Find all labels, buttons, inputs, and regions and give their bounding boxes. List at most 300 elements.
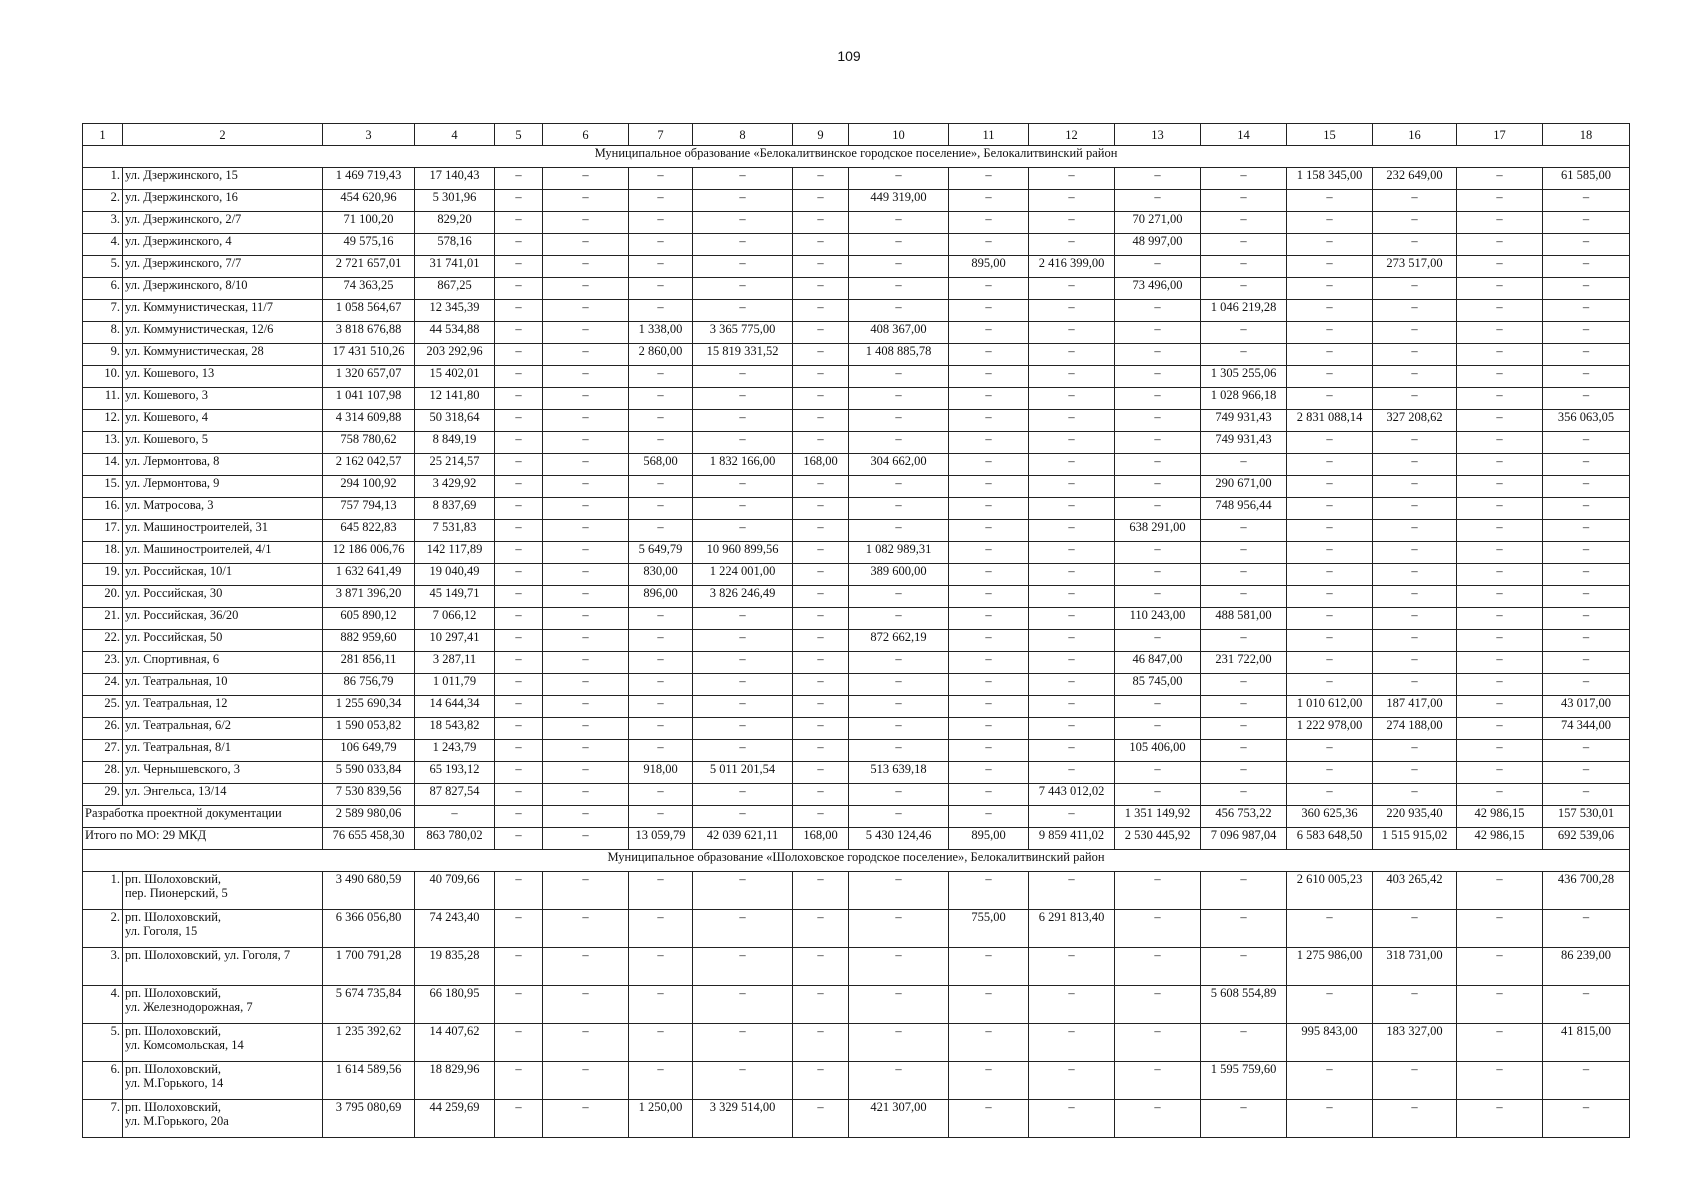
cell-col-13: 110 243,00 (1115, 608, 1201, 630)
cell-col-15: 1 010 612,00 (1287, 696, 1373, 718)
row-number: 11. (83, 388, 123, 410)
row-number: 4. (83, 986, 123, 1024)
cell-col-18: 43 017,00 (1543, 696, 1630, 718)
cell-col-9: – (793, 784, 849, 806)
row-number: 5. (83, 256, 123, 278)
cell-col-4: 142 117,89 (415, 542, 495, 564)
cell-col-16: 1 515 915,02 (1373, 828, 1457, 850)
register-table-body (83, 124, 1630, 1138)
cell-col-3: 605 890,12 (323, 608, 415, 630)
cell-col-4: 8 849,19 (415, 432, 495, 454)
cell-col-5: – (495, 696, 543, 718)
cell-col-10: – (849, 1062, 949, 1100)
cell-col-9: – (793, 1062, 849, 1100)
cell-col-9: – (793, 948, 849, 986)
cell-col-18: – (1543, 630, 1630, 652)
cell-col-17: – (1457, 586, 1543, 608)
cell-col-5: – (495, 784, 543, 806)
cell-col-14: – (1201, 212, 1287, 234)
cell-col-10: – (849, 168, 949, 190)
cell-col-15: – (1287, 986, 1373, 1024)
cell-col-17: – (1457, 1062, 1543, 1100)
cell-col-12: – (1029, 564, 1115, 586)
column-header-10: 10 (849, 124, 949, 146)
cell-col-10: – (849, 1024, 949, 1062)
cell-col-3: 454 620,96 (323, 190, 415, 212)
cell-col-17: – (1457, 910, 1543, 948)
cell-col-3: 71 100,20 (323, 212, 415, 234)
table-row (83, 498, 1630, 520)
address-line-2: пер. Пионерский, 5 (125, 886, 228, 900)
cell-col-10: 5 430 124,46 (849, 828, 949, 850)
cell-col-9: – (793, 608, 849, 630)
cell-col-15: – (1287, 1062, 1373, 1100)
cell-col-7: – (629, 1024, 693, 1062)
section-title: Муниципальное образование «Белокалитвинское городское поселение», Белокалитвинский район (83, 146, 1630, 168)
cell-col-9: – (793, 630, 849, 652)
cell-col-6: – (543, 498, 629, 520)
cell-col-13: – (1115, 1100, 1201, 1138)
cell-col-13: 1 351 149,92 (1115, 806, 1201, 828)
address-cell: ул. Машиностроителей, 4/1 (123, 542, 323, 564)
cell-col-3: 12 186 006,76 (323, 542, 415, 564)
cell-col-4: 8 837,69 (415, 498, 495, 520)
cell-col-18: – (1543, 366, 1630, 388)
cell-col-10: 389 600,00 (849, 564, 949, 586)
cell-col-7: – (629, 608, 693, 630)
address-cell: ул. Театральная, 6/2 (123, 718, 323, 740)
cell-col-12: – (1029, 542, 1115, 564)
cell-col-4: 19 040,49 (415, 564, 495, 586)
cell-col-18: – (1543, 388, 1630, 410)
address-cell (123, 1100, 323, 1138)
cell-col-17: – (1457, 986, 1543, 1024)
address-line-1: рп. Шолоховский, (125, 1062, 222, 1076)
cell-col-6: – (543, 410, 629, 432)
column-header-14: 14 (1201, 124, 1287, 146)
cell-col-4: 14 407,62 (415, 1024, 495, 1062)
cell-col-5: – (495, 674, 543, 696)
cell-col-17: – (1457, 410, 1543, 432)
cell-col-7: – (629, 718, 693, 740)
cell-col-18: 74 344,00 (1543, 718, 1630, 740)
cell-col-11: – (949, 454, 1029, 476)
cell-col-12: – (1029, 674, 1115, 696)
table-row (83, 542, 1630, 564)
cell-col-11: – (949, 986, 1029, 1024)
cell-col-15: 2 831 088,14 (1287, 410, 1373, 432)
cell-col-15: – (1287, 344, 1373, 366)
cell-col-16: – (1373, 740, 1457, 762)
cell-col-8: – (693, 366, 793, 388)
cell-col-12: – (1029, 762, 1115, 784)
cell-col-7: – (629, 986, 693, 1024)
cell-col-11: 895,00 (949, 828, 1029, 850)
address-cell: ул. Лермонтова, 9 (123, 476, 323, 498)
cell-col-4: 578,16 (415, 234, 495, 256)
cell-col-16: 273 517,00 (1373, 256, 1457, 278)
cell-col-17: – (1457, 1024, 1543, 1062)
column-number-row (83, 124, 1630, 146)
cell-col-17: – (1457, 278, 1543, 300)
cell-col-5: – (495, 278, 543, 300)
cell-col-6: – (543, 1100, 629, 1138)
cell-col-18: – (1543, 190, 1630, 212)
cell-col-8: – (693, 476, 793, 498)
row-number: 13. (83, 432, 123, 454)
address-cell: ул. Матросова, 3 (123, 498, 323, 520)
cell-col-11: – (949, 322, 1029, 344)
address-line-2: ул. М.Горького, 14 (125, 1076, 224, 1090)
row-number: 6. (83, 278, 123, 300)
cell-col-4: 14 644,34 (415, 696, 495, 718)
cell-col-3: 1 614 589,56 (323, 1062, 415, 1100)
cell-col-16: – (1373, 652, 1457, 674)
column-header-5: 5 (495, 124, 543, 146)
cell-col-10: 513 639,18 (849, 762, 949, 784)
address-cell: ул. Спортивная, 6 (123, 652, 323, 674)
cell-col-5: – (495, 168, 543, 190)
table-row (83, 454, 1630, 476)
row-number: 16. (83, 498, 123, 520)
cell-col-13: – (1115, 718, 1201, 740)
cell-col-7: – (629, 1062, 693, 1100)
row-number: 22. (83, 630, 123, 652)
cell-col-13: – (1115, 948, 1201, 986)
cell-col-10: – (849, 586, 949, 608)
cell-col-9: – (793, 344, 849, 366)
cell-col-16: – (1373, 388, 1457, 410)
column-header-8: 8 (693, 124, 793, 146)
cell-col-16: – (1373, 910, 1457, 948)
cell-col-17: 42 986,15 (1457, 806, 1543, 828)
cell-col-13: – (1115, 256, 1201, 278)
cell-col-11: – (949, 498, 1029, 520)
cell-col-15: – (1287, 278, 1373, 300)
cell-col-18: 41 815,00 (1543, 1024, 1630, 1062)
cell-col-3: 758 780,62 (323, 432, 415, 454)
cell-col-8: – (693, 1024, 793, 1062)
address-cell: ул. Лермонтова, 8 (123, 454, 323, 476)
cell-col-11: – (949, 278, 1029, 300)
table-row (83, 234, 1630, 256)
cell-col-15: – (1287, 520, 1373, 542)
cell-col-3: 1 590 053,82 (323, 718, 415, 740)
cell-col-14: – (1201, 910, 1287, 948)
column-header-4: 4 (415, 124, 495, 146)
cell-col-10: – (849, 674, 949, 696)
cell-col-11: – (949, 564, 1029, 586)
cell-col-15: – (1287, 762, 1373, 784)
cell-col-8: – (693, 652, 793, 674)
cell-col-12: – (1029, 520, 1115, 542)
cell-col-9: – (793, 388, 849, 410)
cell-col-6: – (543, 762, 629, 784)
cell-col-14: – (1201, 872, 1287, 910)
address-line-2: ул. Комсомольская, 14 (125, 1038, 244, 1052)
cell-col-13: – (1115, 872, 1201, 910)
cell-col-17: – (1457, 652, 1543, 674)
row-number: 24. (83, 674, 123, 696)
cell-col-13: 73 496,00 (1115, 278, 1201, 300)
address-cell: ул. Дзержинского, 15 (123, 168, 323, 190)
address-cell: ул. Российская, 50 (123, 630, 323, 652)
cell-col-11: – (949, 168, 1029, 190)
cell-col-16: – (1373, 344, 1457, 366)
cell-col-13: – (1115, 696, 1201, 718)
address-cell: ул. Коммунистическая, 11/7 (123, 300, 323, 322)
cell-col-17: – (1457, 476, 1543, 498)
address-cell: ул. Театральная, 12 (123, 696, 323, 718)
cell-col-5: – (495, 542, 543, 564)
row-number: 28. (83, 762, 123, 784)
cell-col-5: – (495, 872, 543, 910)
row-number: 6. (83, 1062, 123, 1100)
cell-col-7: 5 649,79 (629, 542, 693, 564)
cell-col-10: 872 662,19 (849, 630, 949, 652)
cell-col-5: – (495, 410, 543, 432)
cell-col-8: – (693, 212, 793, 234)
cell-col-5: – (495, 300, 543, 322)
column-header-2: 2 (123, 124, 323, 146)
column-header-6: 6 (543, 124, 629, 146)
address-line-1: рп. Шолоховский, (125, 872, 222, 886)
cell-col-7: – (629, 234, 693, 256)
cell-col-6: – (543, 388, 629, 410)
table-row (83, 1062, 1630, 1100)
cell-col-6: – (543, 300, 629, 322)
cell-col-12: – (1029, 278, 1115, 300)
cell-col-9: – (793, 366, 849, 388)
cell-col-6: – (543, 564, 629, 586)
table-row (83, 476, 1630, 498)
cell-col-12: – (1029, 388, 1115, 410)
column-header-3: 3 (323, 124, 415, 146)
cell-col-5: – (495, 740, 543, 762)
table-row (83, 256, 1630, 278)
cell-col-7: – (629, 784, 693, 806)
address-cell: ул. Кошевого, 13 (123, 366, 323, 388)
address-cell: ул. Коммунистическая, 12/6 (123, 322, 323, 344)
cell-col-11: – (949, 1062, 1029, 1100)
cell-col-15: – (1287, 300, 1373, 322)
cell-col-9: – (793, 718, 849, 740)
cell-col-9: – (793, 410, 849, 432)
cell-col-14: 749 931,43 (1201, 432, 1287, 454)
column-header-13: 13 (1115, 124, 1201, 146)
table-row (83, 168, 1630, 190)
cell-col-13: – (1115, 986, 1201, 1024)
row-number: 17. (83, 520, 123, 542)
cell-col-10: – (849, 718, 949, 740)
cell-col-10: – (849, 740, 949, 762)
cell-col-7: – (629, 278, 693, 300)
cell-col-15: – (1287, 256, 1373, 278)
cell-col-12: 2 416 399,00 (1029, 256, 1115, 278)
row-number: 1. (83, 872, 123, 910)
cell-col-18: – (1543, 498, 1630, 520)
cell-col-14: – (1201, 454, 1287, 476)
address-cell: ул. Театральная, 8/1 (123, 740, 323, 762)
summary-label: Итого по МО: 29 МКД (83, 828, 323, 850)
cell-col-12: – (1029, 366, 1115, 388)
cell-col-16: 327 208,62 (1373, 410, 1457, 432)
cell-col-5: – (495, 1024, 543, 1062)
cell-col-16: – (1373, 212, 1457, 234)
cell-col-15: – (1287, 564, 1373, 586)
cell-col-11: – (949, 542, 1029, 564)
cell-col-12: – (1029, 1024, 1115, 1062)
cell-col-12: – (1029, 740, 1115, 762)
address-line-1: рп. Шолоховский, (125, 910, 222, 924)
cell-col-4: 17 140,43 (415, 168, 495, 190)
cell-col-16: – (1373, 762, 1457, 784)
cell-col-9: – (793, 1024, 849, 1062)
cell-col-6: – (543, 1024, 629, 1062)
cell-col-12: – (1029, 300, 1115, 322)
cell-col-10: 449 319,00 (849, 190, 949, 212)
cell-col-7: – (629, 740, 693, 762)
cell-col-15: – (1287, 454, 1373, 476)
table-row (83, 278, 1630, 300)
cell-col-16: 274 188,00 (1373, 718, 1457, 740)
address-line-1: рп. Шолоховский, (125, 1024, 222, 1038)
cell-col-18: – (1543, 432, 1630, 454)
cell-col-14: – (1201, 256, 1287, 278)
cell-col-4: 50 318,64 (415, 410, 495, 432)
cell-col-6: – (543, 608, 629, 630)
cell-col-17: – (1457, 300, 1543, 322)
cell-col-11: – (949, 586, 1029, 608)
address-cell: ул. Дзержинского, 16 (123, 190, 323, 212)
cell-col-14: – (1201, 322, 1287, 344)
cell-col-17: – (1457, 498, 1543, 520)
address-line-2: ул. Железнодорожная, 7 (125, 1000, 253, 1014)
cell-col-17: – (1457, 762, 1543, 784)
cell-col-15: 1 158 345,00 (1287, 168, 1373, 190)
cell-col-3: 1 320 657,07 (323, 366, 415, 388)
cell-col-18: – (1543, 652, 1630, 674)
cell-col-15: – (1287, 322, 1373, 344)
cell-col-4: 31 741,01 (415, 256, 495, 278)
cell-col-4: 74 243,40 (415, 910, 495, 948)
cell-col-14: – (1201, 784, 1287, 806)
cell-col-12: – (1029, 454, 1115, 476)
address-cell: ул. Российская, 36/20 (123, 608, 323, 630)
cell-col-16: – (1373, 278, 1457, 300)
cell-col-12: – (1029, 168, 1115, 190)
cell-col-15: 2 610 005,23 (1287, 872, 1373, 910)
cell-col-13: – (1115, 564, 1201, 586)
cell-col-14: 748 956,44 (1201, 498, 1287, 520)
cell-col-3: 7 530 839,56 (323, 784, 415, 806)
cell-col-13: – (1115, 322, 1201, 344)
cell-col-8: – (693, 388, 793, 410)
cell-col-13: – (1115, 498, 1201, 520)
cell-col-6: – (543, 828, 629, 850)
cell-col-16: – (1373, 300, 1457, 322)
cell-col-12: – (1029, 652, 1115, 674)
address-line-1: рп. Шолоховский, ул. Гоголя, 7 (125, 948, 291, 962)
cell-col-3: 76 655 458,30 (323, 828, 415, 850)
row-number: 25. (83, 696, 123, 718)
row-number: 7. (83, 1100, 123, 1138)
column-header-17: 17 (1457, 124, 1543, 146)
cell-col-7: – (629, 432, 693, 454)
cell-col-14: 488 581,00 (1201, 608, 1287, 630)
cell-col-15: – (1287, 432, 1373, 454)
cell-col-18: – (1543, 234, 1630, 256)
cell-col-12: – (1029, 806, 1115, 828)
cell-col-3: 106 649,79 (323, 740, 415, 762)
cell-col-18: – (1543, 300, 1630, 322)
address-cell: ул. Театральная, 10 (123, 674, 323, 696)
cell-col-3: 1 632 641,49 (323, 564, 415, 586)
cell-col-7: 2 860,00 (629, 344, 693, 366)
cell-col-18: – (1543, 674, 1630, 696)
cell-col-18: – (1543, 520, 1630, 542)
cell-col-18: – (1543, 542, 1630, 564)
row-number: 15. (83, 476, 123, 498)
cell-col-11: – (949, 410, 1029, 432)
cell-col-3: 2 721 657,01 (323, 256, 415, 278)
cell-col-3: 2 589 980,06 (323, 806, 415, 828)
cell-col-17: – (1457, 212, 1543, 234)
cell-col-7: – (629, 476, 693, 498)
address-line-1: рп. Шолоховский, (125, 1100, 222, 1114)
cell-col-10: – (849, 212, 949, 234)
cell-col-7: – (629, 520, 693, 542)
column-header-12: 12 (1029, 124, 1115, 146)
cell-col-13: – (1115, 366, 1201, 388)
cell-col-7: 1 338,00 (629, 322, 693, 344)
cell-col-8: – (693, 234, 793, 256)
cell-col-6: – (543, 872, 629, 910)
cell-col-13: – (1115, 344, 1201, 366)
row-number: 29. (83, 784, 123, 806)
cell-col-3: 2 162 042,57 (323, 454, 415, 476)
cell-col-16: – (1373, 234, 1457, 256)
cell-col-13: – (1115, 630, 1201, 652)
column-header-18: 18 (1543, 124, 1630, 146)
cell-col-13: – (1115, 784, 1201, 806)
cell-col-5: – (495, 586, 543, 608)
cell-col-10: – (849, 806, 949, 828)
column-header-15: 15 (1287, 124, 1373, 146)
cell-col-8: – (693, 410, 793, 432)
cell-col-16: 220 935,40 (1373, 806, 1457, 828)
column-header-1: 1 (83, 124, 123, 146)
row-number: 10. (83, 366, 123, 388)
cell-col-9: 168,00 (793, 454, 849, 476)
cell-col-16: – (1373, 674, 1457, 696)
cell-col-12: – (1029, 498, 1115, 520)
cell-col-9: – (793, 542, 849, 564)
cell-col-4: 65 193,12 (415, 762, 495, 784)
cell-col-9: – (793, 322, 849, 344)
cell-col-13: – (1115, 454, 1201, 476)
address-cell: ул. Коммунистическая, 28 (123, 344, 323, 366)
cell-col-14: 749 931,43 (1201, 410, 1287, 432)
cell-col-16: – (1373, 498, 1457, 520)
cell-col-9: – (793, 520, 849, 542)
cell-col-3: 3 490 680,59 (323, 872, 415, 910)
cell-col-18: – (1543, 1062, 1630, 1100)
cell-col-6: – (543, 520, 629, 542)
cell-col-10: – (849, 872, 949, 910)
address-cell: ул. Машиностроителей, 31 (123, 520, 323, 542)
cell-col-13: 48 997,00 (1115, 234, 1201, 256)
